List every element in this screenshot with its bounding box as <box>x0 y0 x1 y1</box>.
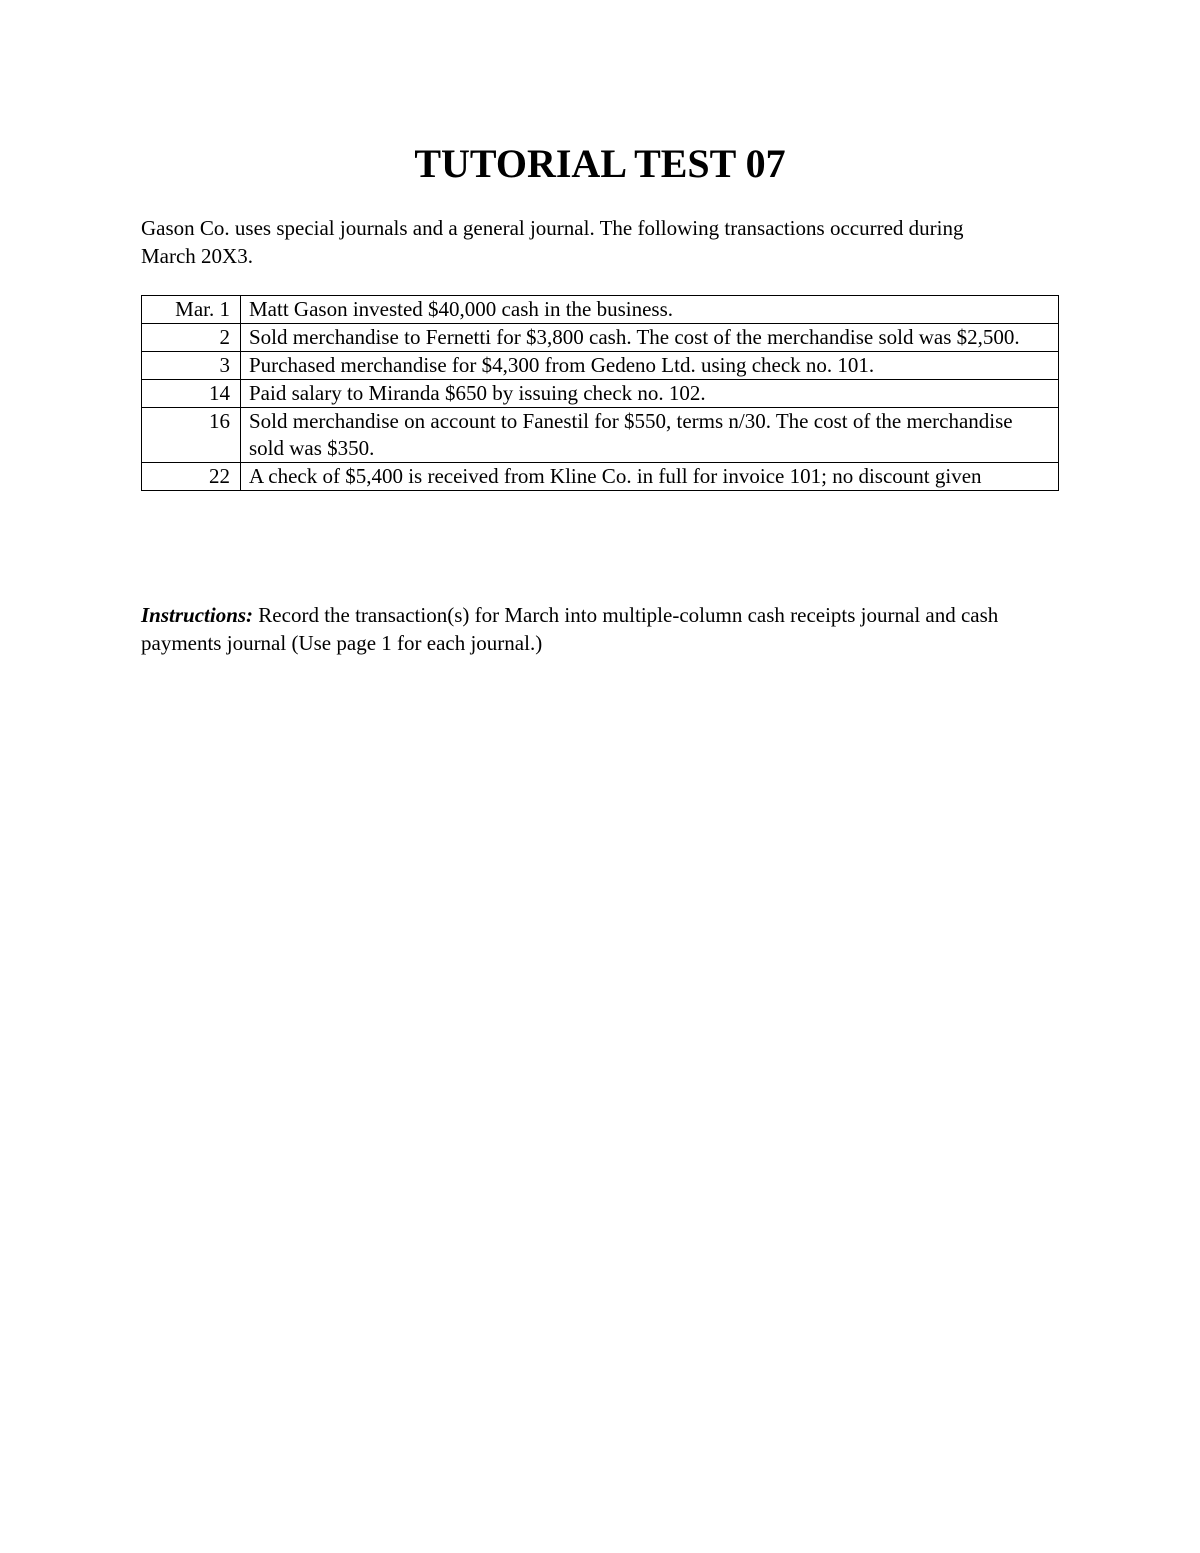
instructions-text: Record the transaction(s) for March into multiple-column cash receipts journal and cash payments journal (Use page 1 for each journal.) <box>141 603 999 655</box>
transaction-date: 14 <box>142 380 241 408</box>
table-row <box>142 352 1059 380</box>
page-title: TUTORIAL TEST 07 <box>414 141 786 186</box>
table-row <box>142 324 1059 352</box>
transaction-date: Mar. 1 <box>142 296 241 324</box>
transaction-description: Matt Gason invested $40,000 cash in the business. <box>241 296 1059 324</box>
transaction-date: 22 <box>142 463 241 491</box>
intro-paragraph: Gason Co. uses special journals and a general journal. The following transactions occurred during March 20X3. <box>141 216 964 268</box>
instructions-label: Instructions: <box>141 603 254 627</box>
transaction-description: Paid salary to Miranda $650 by issuing check no. 102. <box>241 380 1059 408</box>
table-row <box>142 380 1059 408</box>
table-row <box>142 463 1059 491</box>
transaction-description: A check of $5,400 is received from Kline Co. in full for invoice 101; no discount given <box>241 463 1059 491</box>
transaction-description: Purchased merchandise for $4,300 from Gedeno Ltd. using check no. 101. <box>241 352 1059 380</box>
table-row <box>142 296 1059 324</box>
table-row <box>142 408 1059 463</box>
transaction-description: Sold merchandise to Fernetti for $3,800 cash. The cost of the merchandise sold was $2,500. <box>241 324 1059 352</box>
transaction-date: 3 <box>142 352 241 380</box>
transaction-description: Sold merchandise on account to Fanestil for $550, terms n/30. The cost of the merchandise sold was $350. <box>241 408 1059 463</box>
transactions-table <box>141 295 1059 491</box>
transaction-date: 2 <box>142 324 241 352</box>
instructions-paragraph <box>141 601 1071 657</box>
transaction-date: 16 <box>142 408 241 463</box>
